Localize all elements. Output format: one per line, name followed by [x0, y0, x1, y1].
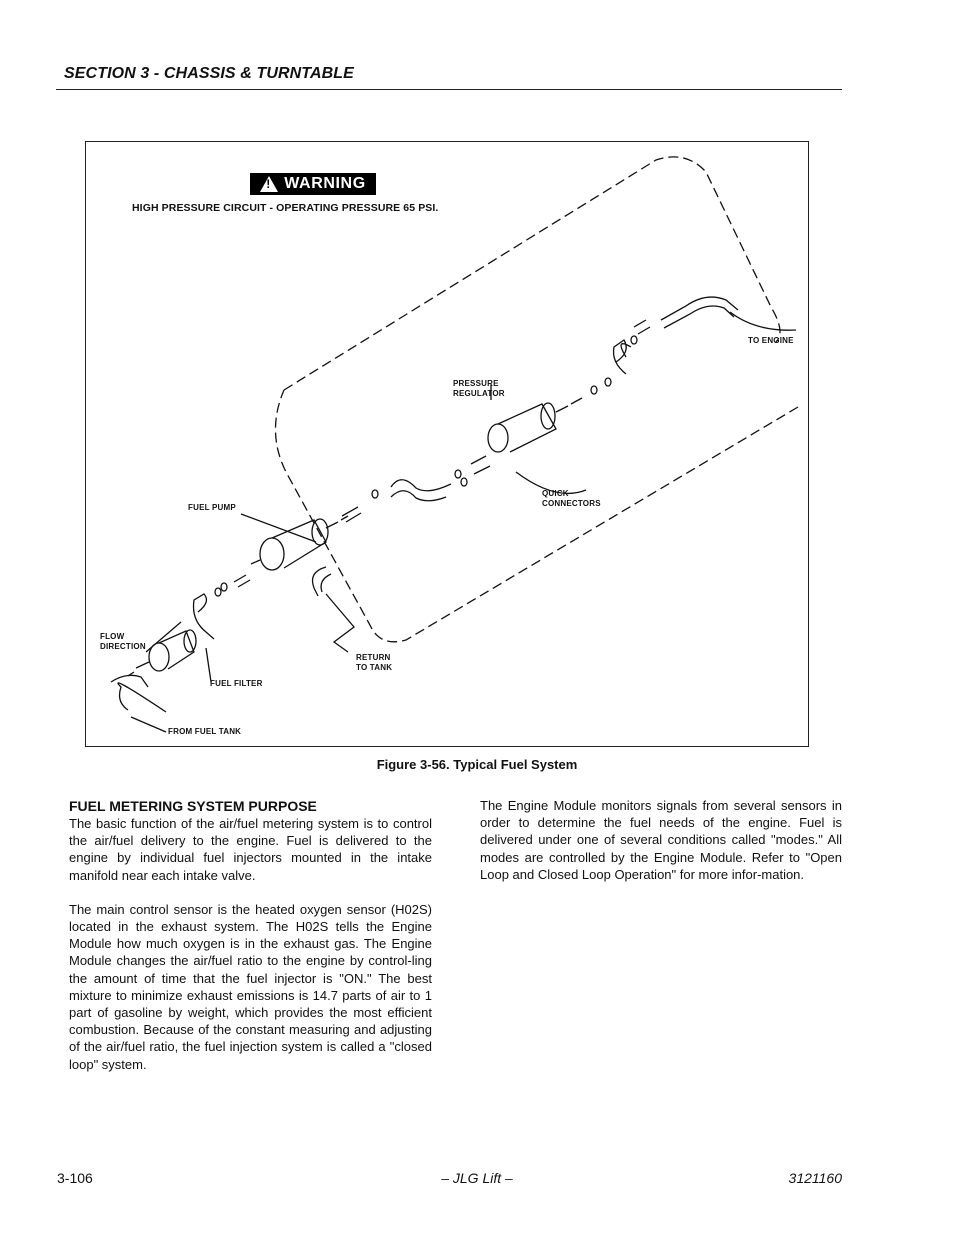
callout-from-fuel-tank: FROM FUEL TANK: [168, 727, 242, 736]
section-heading: FUEL METERING SYSTEM PURPOSE: [69, 798, 317, 814]
return-hose: [313, 567, 332, 596]
fuel-pump-part: [251, 516, 348, 570]
footer-publisher: – JLG Lift –: [441, 1170, 513, 1186]
figure-caption: Figure 3-56. Typical Fuel System: [376, 757, 578, 772]
callout-fuel-filter: FUEL FILTER: [210, 679, 263, 688]
pressure-regulator-part: [488, 398, 582, 452]
warning-text: HIGH PRESSURE CIRCUIT - OPERATING PRESSURE 65 PSI.: [132, 202, 439, 214]
body-paragraph: The basic function of the air/fuel metering system is to control the air/fuel delivery to the engine. Fuel is delivered to the engine by individual fuel injectors mounted in the intake manifold near each intake valve.: [69, 816, 432, 883]
to-engine-hose: [661, 297, 738, 328]
header-rule: [56, 89, 842, 90]
filter-to-pump-hose: [194, 594, 215, 639]
body-paragraph: The main control sensor is the heated oxygen sensor (H02S) located in the exhaust system. The H02S tells the Engine Module how much oxygen is in the exhaust gas. The Engine Module changes the air/fuel ratio to the engine by control-ling the amount of time that the fuel injector is "ON." The best mixture to minimize exhaust emissions is 14.7 parts of air to 1 part of gasoline by weight, which provides the most efficient combustion. Because of the constant measuring and adjusting of the air/fuel ratio, the fuel injection system is called a "closed loop" system.: [69, 901, 432, 1072]
callout-flow-direction: FLOW DIRECTION: [100, 632, 146, 651]
warning-triangle-icon: [260, 176, 278, 192]
fuel-system-diagram: [86, 142, 810, 748]
callout-fuel-pump: FUEL PUMP: [188, 503, 236, 512]
right-column: [480, 797, 842, 900]
fuel-system-figure: [85, 141, 809, 747]
callout-return-to-tank: RETURN TO TANK: [356, 653, 393, 672]
callout-to-engine: TO ENGINE: [748, 336, 794, 345]
section-title: SECTION 3 - CHASSIS & TURNTABLE: [64, 65, 354, 82]
warning-badge: [250, 173, 376, 195]
pump-to-regulator-hose: [391, 480, 451, 491]
upper-s-hose: [614, 340, 632, 374]
left-column: [69, 797, 432, 1090]
body-paragraph: The Engine Module monitors signals from several sensors in order to determine the fuel needs of the engine. Fuel is delivered under one of several conditions called "modes." All modes are controlled by the Engine Module. Refer to "Open Loop and Closed Loop Operation" for more infor-mation.: [480, 798, 842, 882]
page-number: 3-106: [57, 1170, 93, 1186]
tank-hose: [118, 683, 166, 712]
document-number: 3121160: [788, 1170, 842, 1186]
warning-badge-label: WARNING: [284, 175, 366, 192]
high-pressure-boundary: [275, 157, 798, 642]
callout-quick-connectors: QUICK CONNECTORS: [542, 489, 601, 508]
callout-pressure-regulator: PRESSURE REGULATOR: [453, 379, 505, 398]
